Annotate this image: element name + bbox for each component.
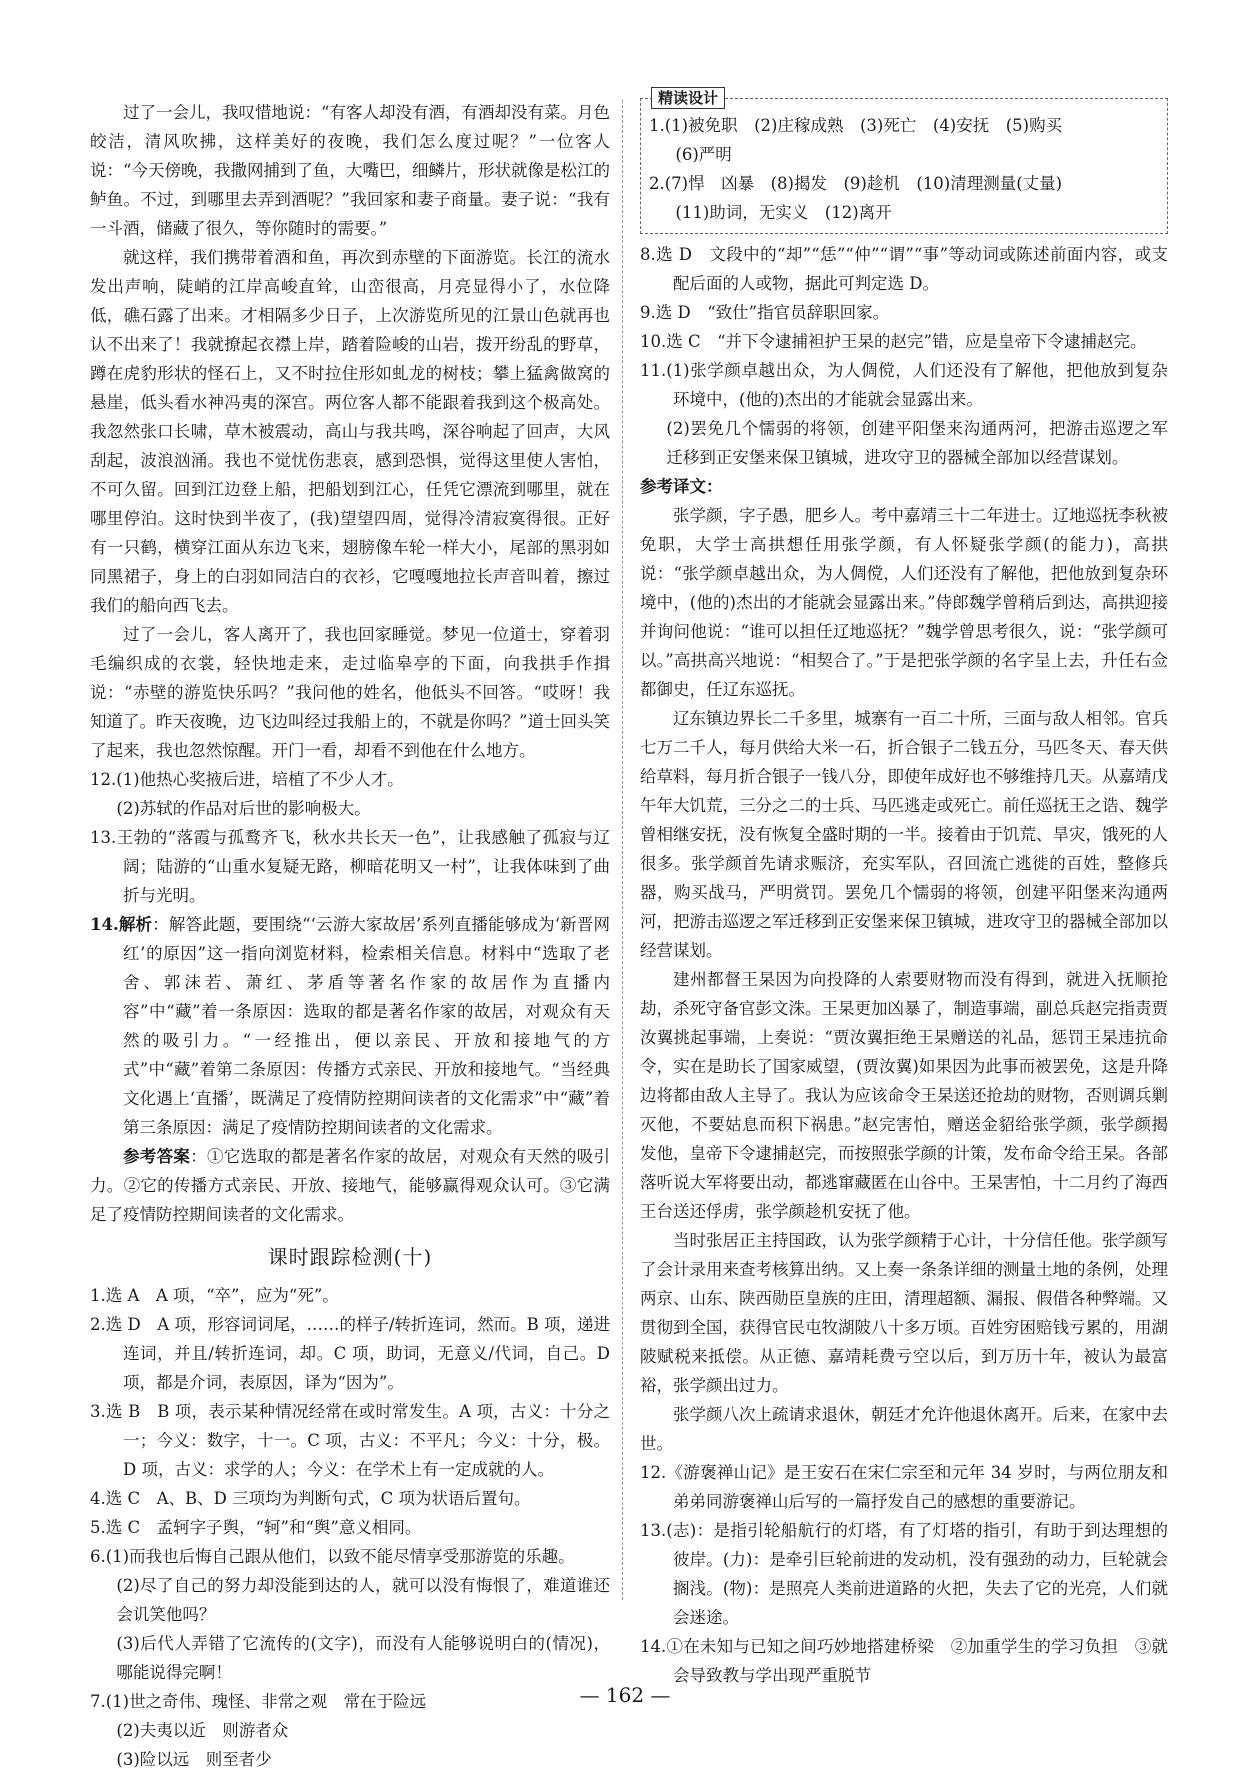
analysis-text: ：解答此题，要围绕“‘云游大家故居’系列直播能够成为‘新晋网红’的原因”这一指向浏览材料，检索相关信息。材料中“选取了老舍、郭沫若、萧红、茅盾等著名作家的故居作为直播内容”中“藏”着一条原因：选取的都是著名作家的故居，对观众有天然的吸引力。“一经推出，便以亲民、开放和接地气的方式”中“藏”着第二条原因：传播方式亲民、开放和接地气。“当经典文化遇上‘直播’，既满足了疫情防控期间读者的文化需求”中“藏”着第三条原因：满足了疫情防控期间读者的文化需求。 xyxy=(123,915,610,1137)
translation-paragraph: 就这样，我们携带着酒和鱼，再次到赤壁的下面游览。长江的流水发出声响，陡峭的江岸高峻直耸，山峦很高，月亮显得小了，水位降低，礁石露了出来。才相隔多少日子，上次游览所见的江景山色就再也认不出来了！我就撩起衣襟上岸，踏着险峻的山岩，拨开纷乱的野草，蹲在虎豹形状的怪石上，又不时拉住形如虬龙的树枝；攀上猛禽做窝的悬崖，低头看水神冯夷的深宫。两位客人都不能跟着我到这个极高处。我忽然张口长啸，草木被震动，高山与我共鸣，深谷响起了回声，大风刮起，波浪汹涌。我也不觉忧伤悲哀，感到恐惧，觉得这里使人害怕，不可久留。回到江边登上船，把船划到江心，任凭它漂流到哪里，就在哪里停泊。这时快到半夜了，(我)望望四周，觉得冷清寂寞得很。正好有一只鹤，横穿江面从东边飞来，翅膀像车轮一样大小，尾部的黑羽如同黑裙子，身上的白羽如同洁白的衣衫，它嘎嘎地拉长声音叫着，擦过我们的船向西飞去。 xyxy=(90,248,610,615)
translation-paragraph: 过了一会儿，客人离开了，我也回家睡觉。梦见一位道士，穿着羽毛编织成的衣裳，轻快地走来，走过临皋亭的下面，向我拱手作揖说：“赤壁的游览快乐吗？”我问他的姓名，他低头不回答。“哎呀！我知道了。昨天夜晚，边飞边叫经过我船上的，不就是你吗？”道士回头笑了起来，我也忽然惊醒。开门一看，却看不到他在什么地方。 xyxy=(90,625,610,760)
translation-paragraph: 张学颜，字子愚，肥乡人。考中嘉靖三十二年进士。辽地巡抚李秋被免职，大学士高拱想任用张学颜，有人怀疑张学颜(的能力)，高拱说：“张学颜卓越出众，为人倜傥，人们还没有了解他，把他放到复杂环境中，(他的)杰出的才能就会显露出来。”侍郎魏学曾稍后到达，高拱迎接并询问他说：“谁可以担任辽地巡抚？”魏学曾思考很久，说：“张学颜可以。”高拱高兴地说：“相契合了。”于是把张学颜的名字呈上去，升任右佥都御史，任辽东巡抚。 xyxy=(640,506,1168,699)
answer-item: 4.选 C A、B、D 三项均为判断句式，C 项为状语后置句。 xyxy=(90,1489,531,1508)
answer-item: (2)尽了自己的努力却没能到达的人，就可以没有悔恨了，难道谁还会讥笑他吗？ xyxy=(116,1576,610,1624)
answer-item: (2)苏轼的作品对后世的影响极大。 xyxy=(116,799,371,818)
answer-item: (3)险以远 则至者少 xyxy=(116,1750,272,1769)
analysis-label: 14.解析 xyxy=(90,915,153,934)
translation-paragraph: 辽东镇边界长二千多里，城寨有一百二十所，三面与敌人相邻。官兵七万二千人，每月供给大米一石，折合银子二钱五分，马匹冬天、春天供给草料，每月折合银子一钱八分，即使年成好也不够维持几天。从嘉靖戊午年大饥荒，三分之二的士兵、马匹逃走或死亡。前任巡抚王之诰、魏学曾相继安抚，没有恢复全盛时期的一半。接着由于饥荒、旱灾，饿死的人很多。张学颜首先请求赈济，充实军队，召回流亡逃徙的百姓，整修兵器，购买战马，严明赏罚。罢免几个懦弱的将领，创建平阳堡来沟通两河，把游击巡逻之军迁移到正安堡来保卫镇城，进攻守卫的器械全部加以经营谋划。 xyxy=(640,709,1168,960)
answer-item: (2)夫夷以近 则游者众 xyxy=(116,1721,289,1740)
answer-item: 3.选 B B 项，表示某种情况经常在或时常发生。A 项，古义：十分之一；今义：数字，十一。C 项，古义：不平凡；今义：十分，极。D 项，古义：求学的人；今义：在学术上有一定成就的人。 xyxy=(90,1402,610,1479)
answer-item: 6.(1)而我也后悔自己跟从他们，以致不能尽情享受那游览的乐趣。 xyxy=(90,1547,575,1566)
answer-item: 2.选 D A 项，形容词词尾，……的样子/转折连词，然而。B 项，递进连词，并且/转折连词，却。C 项，助词，无意义/代词，自己。D 项，都是介词，表原因，译为“因为”。 xyxy=(90,1315,610,1392)
section-title: 课时跟踪检测(十) xyxy=(267,1245,433,1269)
box-body xyxy=(649,105,1159,227)
answer-item: 12.《游褒禅山记》是王安石在宋仁宗至和元年 34 岁时，与两位朋友和弟弟同游褒禅山后写的一篇抒发自己的感想的重要游记。 xyxy=(640,1463,1168,1511)
intensive-reading-box xyxy=(640,89,1168,234)
translation-paragraph: 当时张居正主持国政，认为张学颜精于心计，十分信任他。张学颜写了会计录用来查考核算出纳。又上奏一条条详细的测量土地的条例，处理两京、山东、陕西勋臣皇族的庄田，清理超额、漏报、假借各种弊端。又贯彻到全国，获得官民屯牧湖陂八十多万顷。百姓穷困赔钱亏累的，用湖陂赋税来抵偿。从正德、嘉靖耗费亏空以后，到万历十年，被认为最富裕，张学颜出过力。 xyxy=(640,1231,1168,1395)
answer-item: (2)罢免几个懦弱的将领，创建平阳堡来沟通两河，把游击巡逻之军迁移到正安堡来保卫镇城，进攻守卫的器械全部加以经营谋划。 xyxy=(666,419,1168,467)
box-line: (6)严明 xyxy=(675,145,732,164)
box-tag: 精读设计 xyxy=(651,87,725,109)
answer-item: 12.(1)他热心奖掖后进，培植了不少人才。 xyxy=(90,770,404,789)
answer-item: 5.选 C 孟轲字子舆，“轲”和“舆”意义相同。 xyxy=(90,1518,422,1537)
reference-answer-text: ：①它选取的都是著名作家的故居，对观众有天然的吸引力。②它的传播方式亲民、开放、接地气，能够赢得观众认可。③它满足了疫情防控期间读者的文化需求。 xyxy=(90,1147,611,1224)
answer-item: 10.选 C “并下令逮捕袒护王杲的赵完”错，应是皇帝下令逮捕赵完。 xyxy=(640,332,1147,351)
translation-paragraph: 张学颜八次上疏请求退休，朝廷才允许他退休离开。后来，在家中去世。 xyxy=(640,1405,1168,1453)
box-line: 1.(1)被免职 (2)庄稼成熟 (3)死亡 (4)安抚 (5)购买 xyxy=(649,116,1063,135)
column-divider xyxy=(622,100,623,1600)
answer-item: 13.王勃的“落霞与孤鹜齐飞，秋水共长天一色”，让我感触了孤寂与辽阔；陆游的“山重水复疑无路，柳暗花明又一村”，让我体味到了曲折与光明。 xyxy=(90,828,610,905)
translation-paragraph: 过了一会儿，我叹惜地说：“有客人却没有酒，有酒却没有菜。月色皎洁，清风吹拂，这样美好的夜晚，我们怎么度过呢？”一位客人说：“今天傍晚，我撒网捕到了鱼，大嘴巴，细鳞片，形状就像是松江的鲈鱼。不过，到哪里去弄到酒呢？”我回家和妻子商量。妻子说：“我有一斗酒，储藏了很久，等你随时的需要。” xyxy=(90,103,610,238)
page-number: — 162 — xyxy=(579,1683,671,1707)
answer-item: 9.选 D “致仕”指官员辞职回家。 xyxy=(640,303,890,322)
answer-item: (3)后代人弄错了它流传的(文字)，而没有人能够说明白的(情况)，哪能说得完啊！ xyxy=(116,1634,610,1682)
left-column xyxy=(90,98,610,1774)
reference-answer xyxy=(90,1142,610,1229)
answer-item: 11.(1)张学颜卓越出众，为人倜傥，人们还没有了解他，把他放到复杂环境中，(他的)杰出的才能就会显露出来。 xyxy=(640,361,1168,409)
reference-answer-label: 参考答案 xyxy=(123,1147,191,1166)
translation-paragraph: 建州都督王杲因为向投降的人索要财物而没有得到，就进入抚顺抢劫，杀死守备官彭文洙。王杲更加凶暴了，制造事端，副总兵赵完指责贾汝翼挑起事端，上奏说：“贾汝翼拒绝王杲赠送的礼品，惩罚王杲违抗命令，实在是助长了国家威望，(贾汝翼)如果因为此事而被罢免，这是升降边将都由敌人主导了。我认为应该命令王杲送还抢劫的财物，否则调兵剿灭他，不要姑息而积下祸患。”赵完害怕，赠送金貂给张学颜，张学颜揭发他，皇帝下令逮捕赵完，而按照张学颜的计策，发布命令给王杲。各部落听说大军将要出动，都逃窜藏匿在山谷中。王杲害怕，十二月约了海西王台送还俘虏，张学颜趁机安抚了他。 xyxy=(640,970,1168,1221)
right-column xyxy=(640,89,1168,1690)
answer-item: 8.选 D 文段中的“却”“恁”“仲”“谓”“事”等动词或陈述前面内容，或支配后面的人或物，据此可判定选 D。 xyxy=(640,245,1168,293)
answer-item: 14.①在未知与已知之间巧妙地搭建桥梁 ②加重学生的学习负担 ③就会导致教与学出现严重脱节 xyxy=(640,1637,1168,1685)
answer-item xyxy=(90,910,610,1142)
reference-translation-label: 参考译文： xyxy=(640,477,723,496)
answer-item: 13.(志)：是指引轮船航行的灯塔，有了灯塔的指引，有助于到达理想的彼岸。(力)：是牵引巨轮前进的发动机，没有强劲的动力，巨轮就会搁浅。(物)：是照亮人类前进道路的火把，失去了它的光亮，人们就会迷途。 xyxy=(640,1521,1168,1627)
answer-item: 7.(1)世之奇伟、瑰怪、非常之观 常在于险远 xyxy=(90,1692,427,1711)
box-line: 2.(7)悍 凶暴 (8)揭发 (9)趁机 (10)清理测量(丈量) xyxy=(649,174,1063,193)
answer-item: 1.选 A A 项，“卒”，应为“死”。 xyxy=(90,1286,339,1305)
box-line: (11)助词，无实义 (12)离开 xyxy=(675,203,892,222)
